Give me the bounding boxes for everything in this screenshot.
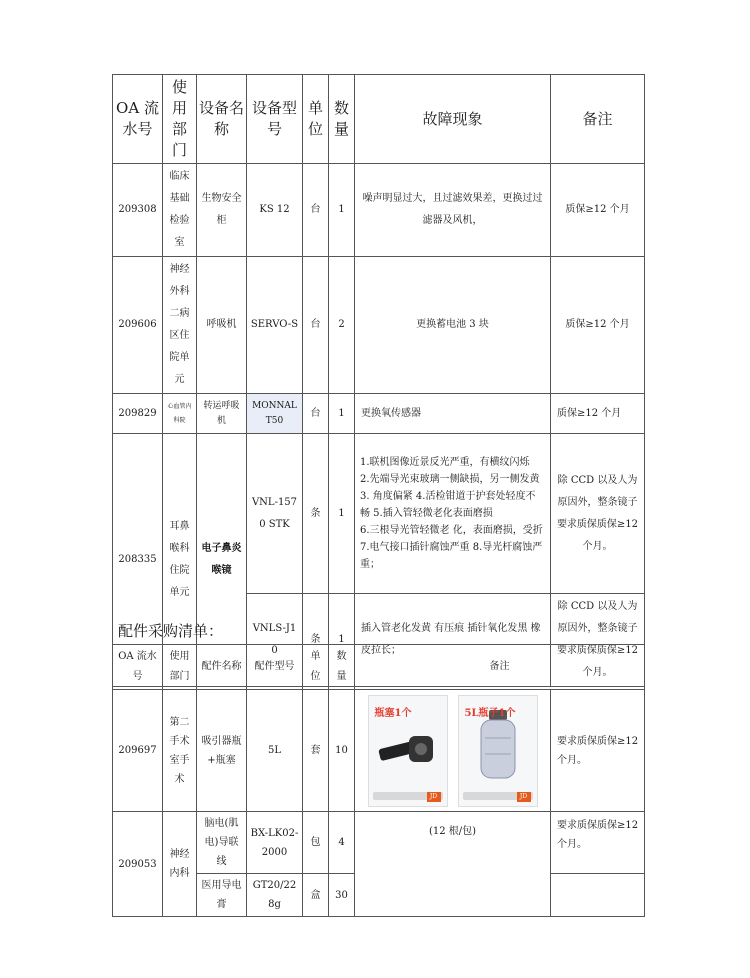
suction-bottle-product-image <box>458 695 538 807</box>
cell-model: SERVO-S <box>247 257 303 394</box>
brand-logo-icon: JD <box>517 792 531 802</box>
table-row <box>113 164 645 257</box>
cell-note: 质保≥12 个月 <box>551 164 645 257</box>
cell-fault <box>355 434 551 594</box>
cell-name: 电子鼻炎喉镜 <box>197 434 247 687</box>
cell-note: 要求质保质保≥12 个月。 <box>551 812 645 874</box>
cell-qty: 2 <box>329 257 355 394</box>
fault-line: 1.联机图像近景反光严重，有横纹闪烁 <box>360 457 530 468</box>
cell-name: 转运呼吸机 <box>197 394 247 434</box>
cell-name: 医用导电膏 <box>197 874 247 917</box>
header-note: 备注 <box>355 645 645 690</box>
header-fault: 故障现象 <box>355 75 551 164</box>
cell-note: 质保≥12 个月 <box>551 394 645 434</box>
cell-model: BX-LK02-2000 <box>247 812 303 874</box>
table-row <box>113 690 645 812</box>
cell-unit: 台 <box>303 164 329 257</box>
cell-unit: 台 <box>303 394 329 434</box>
header-note: 备注 <box>551 75 645 164</box>
cell-model: GT20/228g <box>247 874 303 917</box>
table-row <box>113 812 645 874</box>
cell-oa: 209829 <box>113 394 163 434</box>
cell-qty: 1 <box>329 434 355 594</box>
cell-images <box>355 690 551 812</box>
cell-unit: 条 <box>303 434 329 594</box>
cell-name: 吸引器瓶+瓶塞 <box>197 690 247 812</box>
brand-logo-icon: JD <box>427 792 441 802</box>
header-dept: 使用部门 <box>163 75 197 164</box>
fault-line: 6.三根导光管轻微老 化，表面磨损，受折 7.电气接口插针腐蚀严重 8.导光杆腐蚀严重； <box>360 525 543 570</box>
cell-model: VNLS-J10 <box>247 594 303 687</box>
section-title: 配件采购清单： <box>118 622 224 640</box>
cell-qty: 4 <box>329 812 355 874</box>
cell-oa: 209697 <box>113 690 163 812</box>
cell-oa: 208335 <box>113 434 163 687</box>
cell-note: 质保≥12 个月 <box>551 257 645 394</box>
table-row <box>113 434 645 594</box>
table-row <box>113 257 645 394</box>
fault-line: 3. 角度偏紧 4.活检钳道于护套处轻度不畅 5.插入管轻微老化表面磨损 <box>360 491 536 519</box>
bottle-stopper-product-image <box>368 695 448 807</box>
cell-oa: 209606 <box>113 257 163 394</box>
cell-model: KS 12 <box>247 164 303 257</box>
cell-qty: 1 <box>329 164 355 257</box>
header-unit: 单位 <box>303 645 329 690</box>
cell-unit: 台 <box>303 257 329 394</box>
header-name: 配件名称 <box>197 645 247 690</box>
cell-qty: 10 <box>329 690 355 812</box>
cell-oa: 209308 <box>113 164 163 257</box>
cell-unit: 包 <box>303 812 329 874</box>
header-oa: OA 流水号 <box>113 75 163 164</box>
image-caption: 瓶塞1个 <box>374 707 412 719</box>
cell-name: 生物安全柜 <box>197 164 247 257</box>
cell-model: 5L <box>247 690 303 812</box>
cell-dept: 第二手术室手术 <box>163 690 197 812</box>
header-model: 配件型号 <box>247 645 303 690</box>
cell-fault: 更换蓄电池 3 块 <box>355 257 551 394</box>
table-header-row <box>113 645 645 690</box>
cell-name: 呼吸机 <box>197 257 247 394</box>
header-oa: OA 流水号 <box>113 645 163 690</box>
repair-equipment-table <box>112 74 645 687</box>
header-model: 设备型号 <box>247 75 303 164</box>
table-row <box>113 394 645 434</box>
header-unit: 单位 <box>303 75 329 164</box>
cell-fault: 插入管老化发黄 有压痕 插针氧化发黑 橡皮拉长； <box>355 594 551 687</box>
cell-dept: 神经外科二病区住院单元 <box>163 257 197 394</box>
cell-fault: 噪声明显过大，且过滤效果差，更换过过滤器及风机， <box>355 164 551 257</box>
cell-note: 要求质保质保≥12 个月。 <box>551 690 645 812</box>
fault-line: 2.先端导光束玻璃一侧缺损，另一侧发黄 <box>360 474 540 485</box>
header-qty: 数量 <box>329 645 355 690</box>
cell-dept: 耳鼻喉科住院单元 <box>163 434 197 687</box>
cell-unit: 盒 <box>303 874 329 917</box>
header-dept: 使用部门 <box>163 645 197 690</box>
cell-note: 除 CCD 以及人为原因外，整条镜子要求质保质保≥12 个月。 <box>551 434 645 594</box>
cell-dept: 神经内科 <box>163 812 197 917</box>
cell-note: 除 CCD 以及人为原因外，整条镜子要求质保质保≥12 个月。 <box>551 594 645 687</box>
cell-fault: 更换氧传感器 <box>355 394 551 434</box>
cell-name: 脑电(肌电)导联线 <box>197 812 247 874</box>
cell-unit: 条 <box>303 594 329 687</box>
cell-model: VNL-1570 STK <box>247 434 303 594</box>
image-caption: 5L瓶子1个 <box>464 707 516 719</box>
cell-dept: 心血管内科院 <box>163 394 197 434</box>
cell-remark: (12 根/包) <box>355 812 551 917</box>
cell-oa: 209053 <box>113 812 163 917</box>
header-qty: 数量 <box>329 75 355 164</box>
cell-qty: 30 <box>329 874 355 917</box>
cell-unit: 套 <box>303 690 329 812</box>
table-header-row <box>113 75 645 164</box>
header-name: 设备名称 <box>197 75 247 164</box>
cell-dept: 临床基础检验室 <box>163 164 197 257</box>
parts-purchase-table <box>112 644 645 917</box>
cell-model: MONNAL T50 <box>247 394 303 434</box>
cell-qty: 1 <box>329 594 355 687</box>
cell-qty: 1 <box>329 394 355 434</box>
cell-note <box>551 874 645 917</box>
